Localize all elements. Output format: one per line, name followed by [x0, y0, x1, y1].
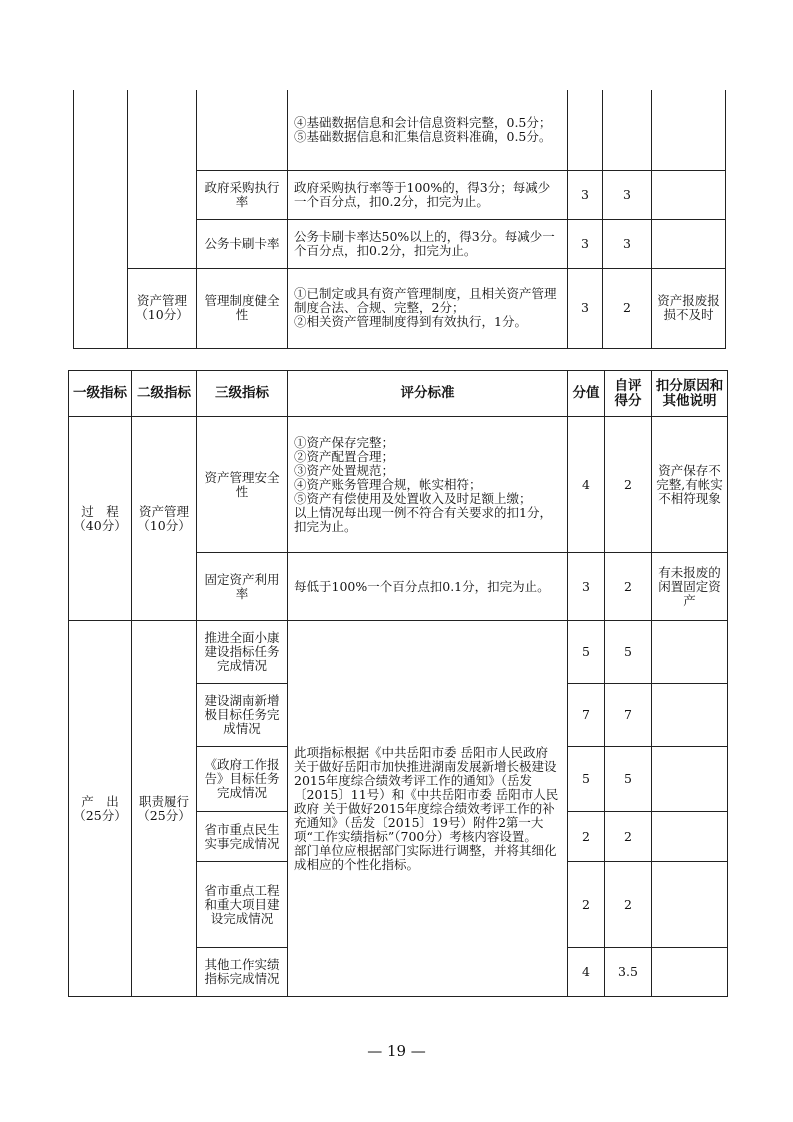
- l3-cell: 固定资产利用率: [197, 553, 288, 621]
- l3-cell: [197, 90, 288, 170]
- l3-cell: 建设湖南新增极目标任务完成情况: [197, 684, 288, 747]
- score-cell: 7: [568, 684, 605, 747]
- criteria-cell: 政府采购执行率等于100%的，得3分；每减少一个百分点，扣0.2分，扣完为止。: [288, 170, 568, 219]
- score-cell: 3: [568, 268, 603, 348]
- l3-cell: 其他工作实绩指标完成情况: [197, 948, 288, 997]
- header-row: [69, 371, 728, 417]
- l3-cell: 公务卡刷卡率: [197, 219, 288, 268]
- header-criteria: 评分标准: [288, 371, 568, 417]
- self-score-cell: 2: [603, 268, 652, 348]
- header-l2: 二级指标: [132, 371, 197, 417]
- self-score-cell: 2: [605, 812, 652, 862]
- note-cell: [652, 684, 728, 747]
- l2-cell: [128, 90, 197, 268]
- note-cell: [652, 219, 726, 268]
- score-cell: 4: [568, 948, 605, 997]
- evaluation-table: [68, 370, 728, 997]
- self-score-cell: 2: [605, 417, 652, 553]
- l1-cell: 过 程（40分）: [69, 417, 132, 621]
- table-row: [69, 621, 728, 684]
- score-cell: 3: [568, 219, 603, 268]
- note-cell: [652, 747, 728, 812]
- evaluation-table-continued: [73, 90, 726, 349]
- criteria-cell: 公务卡刷卡率达50%以上的，得3分。每减少一个百分点，扣0.2分，扣完为止。: [288, 219, 568, 268]
- score-cell: 3: [568, 553, 605, 621]
- l3-cell: 推进全面小康建设指标任务完成情况: [197, 621, 288, 684]
- page-number: — 19 —: [367, 1042, 426, 1060]
- criteria-cell: ①资产保存完整； ②资产配置合理； ③资产处置规范； ④资产账务管理合规，帐实相符； ⑤资产有偿使用及处置收入及时足额上缴； 以上情况每出现一例不符合有关要求的扣1分，扣完为止。: [288, 417, 568, 553]
- score-cell: 5: [568, 621, 605, 684]
- header-note: 扣分原因和其他说明: [652, 371, 728, 417]
- score-cell: 5: [568, 747, 605, 812]
- header-self-score: 自评得分: [605, 371, 652, 417]
- self-score-cell: [603, 90, 652, 170]
- self-score-cell: 2: [605, 862, 652, 948]
- score-cell: 2: [568, 862, 605, 948]
- self-score-cell: 5: [605, 747, 652, 812]
- l1-cell: [74, 90, 128, 348]
- criteria-cell: 每低于100%一个百分点扣0.1分，扣完为止。: [288, 553, 568, 621]
- score-cell: [568, 90, 603, 170]
- table-row: [69, 417, 728, 553]
- l3-cell: 资产管理安全性: [197, 417, 288, 553]
- note-cell: 资产报废报损不及时: [652, 268, 726, 348]
- l1-cell: 产 出（25分）: [69, 621, 132, 997]
- l2-cell: 职责履行（25分）: [132, 621, 197, 997]
- note-cell: [652, 862, 728, 948]
- self-score-cell: 3: [603, 219, 652, 268]
- note-cell: [652, 812, 728, 862]
- self-score-cell: 3: [603, 170, 652, 219]
- note-cell: [652, 948, 728, 997]
- self-score-cell: 2: [605, 553, 652, 621]
- table-row: [74, 268, 726, 348]
- self-score-cell: 3.5: [605, 948, 652, 997]
- criteria-cell: 此项指标根据《中共岳阳市委 岳阳市人民政府 关于做好岳阳市加快推进湖南发展新增长极建设2015年度综合绩效考评工作的通知》（岳发〔2015〕11号）和《中共岳阳市委 岳阳市人民政府 关于做好2015年度综合绩效考评工作的补充通知》（岳发〔2015〕19号）附件2第一大项“工作实绩指标”（700分）考核内容设置。 部门单位应根据部门实际进行调整，并将其细化成相应的个性化指标。: [288, 621, 568, 997]
- score-cell: 4: [568, 417, 605, 553]
- header-l1: 一级指标: [69, 371, 132, 417]
- l3-cell: 管理制度健全性: [197, 268, 288, 348]
- score-cell: 2: [568, 812, 605, 862]
- l2-cell: 资产管理（10分）: [128, 268, 197, 348]
- criteria-cell: ①已制定或具有资产管理制度，且相关资产管理制度合法、合规、完整，2分； ②相关资产管理制度得到有效执行，1分。: [288, 268, 568, 348]
- self-score-cell: 5: [605, 621, 652, 684]
- l3-cell: 省市重点民生实事完成情况: [197, 812, 288, 862]
- self-score-cell: 7: [605, 684, 652, 747]
- score-cell: 3: [568, 170, 603, 219]
- note-cell: 资产保存不完整,有帐实不相符现象: [652, 417, 728, 553]
- l3-cell: 省市重点工程和重大项目建设完成情况: [197, 862, 288, 948]
- note-cell: 有未报废的闲置固定资产: [652, 553, 728, 621]
- note-cell: [652, 170, 726, 219]
- note-cell: [652, 621, 728, 684]
- table-row: [74, 90, 726, 170]
- l2-cell: 资产管理（10分）: [132, 417, 197, 621]
- header-l3: 三级指标: [197, 371, 288, 417]
- l3-cell: 政府采购执行率: [197, 170, 288, 219]
- l3-cell: 《政府工作报告》目标任务完成情况: [197, 747, 288, 812]
- note-cell: [652, 90, 726, 170]
- header-score: 分值: [568, 371, 605, 417]
- criteria-cell: ④基础数据信息和会计信息资料完整，0.5分； ⑤基础数据信息和汇集信息资料准确，0.5分。: [288, 90, 568, 170]
